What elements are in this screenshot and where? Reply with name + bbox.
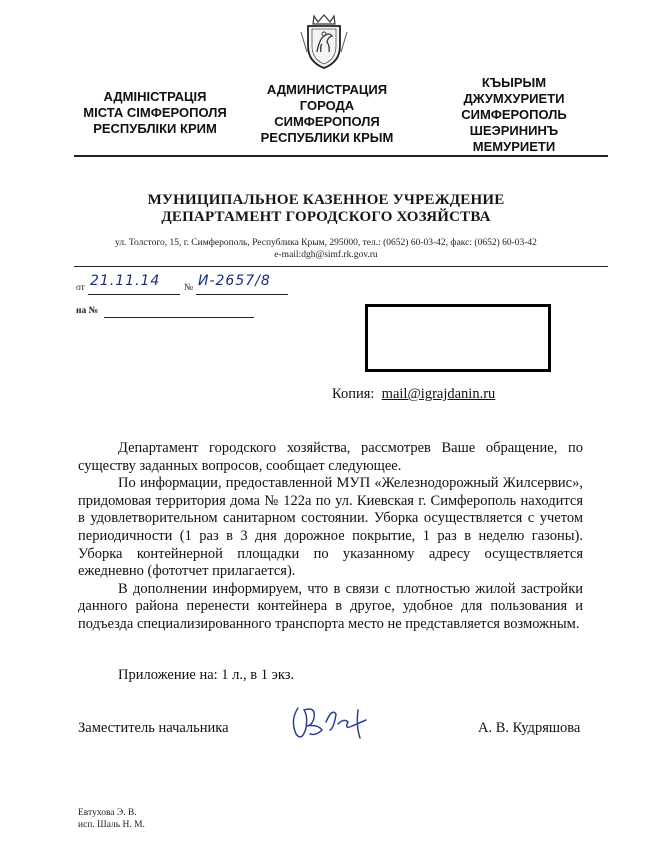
reply-to-underline bbox=[104, 317, 254, 318]
header-left-line: АДМІНІСТРАЦІЯ bbox=[103, 89, 207, 104]
header-center-line: АДМИНИСТРАЦИЯ bbox=[266, 82, 388, 97]
footer-executor-line2: исп. Шаль Н. М. bbox=[78, 820, 145, 830]
organization-divider bbox=[74, 266, 608, 267]
copy-line bbox=[332, 386, 495, 403]
date-underline bbox=[88, 294, 180, 295]
copy-email-link[interactable]: mail@igrajdanin.ru bbox=[381, 386, 496, 402]
handwritten-signature bbox=[286, 700, 386, 744]
header-center-line: ГОРОДА bbox=[299, 98, 355, 113]
body-paragraph: По информации, предоставленной МУП «Железнодорожный Жилсервис», придомовая территория дома № 122а по ул. Киевская г. Симферополь находится в удовлетворительном санитарном состоянии. Уборка осуществляется с учетом периодичности (1 раз в 3 дня дорожное покрытие, 1 раз в неделю газоны). Уборка контейнерной площадки по указанному адресу осуществляется ежедневно (фототчет прилагается). bbox=[78, 475, 583, 580]
header-left-line: РЕСПУБЛІКИ КРИМ bbox=[93, 121, 217, 136]
date-from-label: от bbox=[76, 283, 85, 293]
header-left-line: МІСТА СІМФЕРОПОЛЯ bbox=[83, 105, 227, 120]
organization-title-line2: ДЕПАРТАМЕНТ ГОРОДСКОГО ХОЗЯЙСТВА bbox=[161, 209, 491, 225]
header-right-line: ДЖУМХУРИЕТИ bbox=[463, 91, 565, 106]
header-center-line: СИМФЕРОПОЛЯ bbox=[274, 114, 380, 129]
footer-executor-line1: Евтухова Э. В. bbox=[78, 808, 137, 818]
organization-address: ул. Толстого, 15, г. Симферополь, Республика Крым, 295000, тел.: (0652) 60-03-42, факс: (0652) 60-03-42 bbox=[115, 238, 537, 248]
number-underline bbox=[196, 294, 288, 295]
letter-body bbox=[78, 440, 583, 634]
header-left-ukrainian bbox=[76, 89, 234, 137]
body-paragraph: Департамент городского хозяйства, рассмотрев Ваше обращение, по существу заданных вопросов, сообщает следующее. bbox=[78, 440, 583, 474]
header-right-line: МЕМУРИЕТИ bbox=[472, 139, 556, 154]
signer-position: Заместитель начальника bbox=[78, 720, 229, 736]
handwritten-number: И-2657/8 bbox=[198, 273, 271, 289]
header-right-line: КЪЫРЫМ bbox=[481, 75, 547, 90]
header-center-russian bbox=[252, 82, 402, 146]
header-divider bbox=[74, 155, 608, 157]
handwritten-date: 21.11.14 bbox=[90, 273, 161, 289]
reply-to-label: на № bbox=[76, 306, 99, 316]
signer-name: А. В. Кудряшова bbox=[478, 720, 581, 736]
header-right-line: ШЕЭРИНИНЪ bbox=[469, 123, 559, 138]
organization-email: e-mail:dgh@simf.rk.gov.ru bbox=[274, 250, 378, 260]
header-right-line: СИМФЕРОПОЛЬ bbox=[461, 107, 567, 122]
coat-of-arms-emblem bbox=[300, 14, 348, 70]
body-paragraph: В дополнении информируем, что в связи с плотностью жилой застройки данного района перенести контейнера в другое, удобное для пользования и подъезда специализированного транспорта место не представляется возможным. bbox=[78, 580, 583, 632]
header-right-crimean-tatar bbox=[438, 75, 590, 155]
header-center-line: РЕСПУБЛИКИ КРЫМ bbox=[260, 130, 394, 145]
redacted-addressee-box bbox=[365, 304, 551, 372]
copy-label: Копия: bbox=[332, 386, 375, 402]
number-label: № bbox=[184, 283, 194, 293]
organization-title-line1: МУНИЦИПАЛЬНОЕ КАЗЕННОЕ УЧРЕЖДЕНИЕ bbox=[147, 192, 505, 208]
attachment-line: Приложение на: 1 л., в 1 экз. bbox=[118, 667, 295, 683]
